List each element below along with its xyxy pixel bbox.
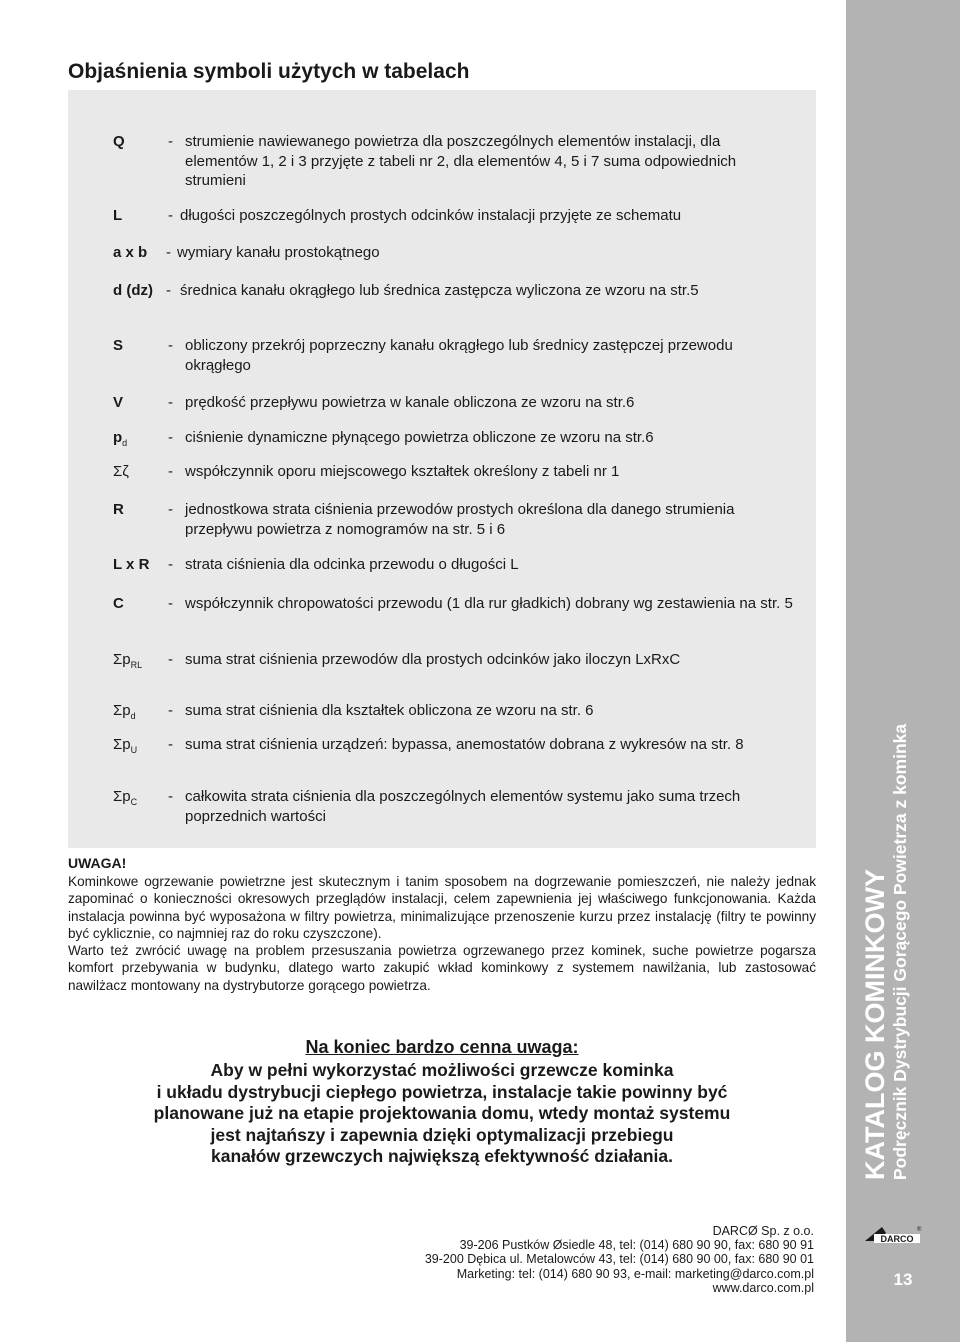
symbol: d (dz) xyxy=(113,282,153,299)
sidebar-title xyxy=(860,690,911,1180)
symbol: L xyxy=(113,207,123,224)
symbol-description: jednostkowa strata ciśnienia przewodów prostych określona dla danego strumienia przepływu powietrza z nomogramów na str. 5 i 6 xyxy=(185,501,735,538)
symbol-description: średnica kanału okrągłego lub średnica zastępcza wyliczona ze wzoru na str.5 xyxy=(180,282,699,299)
marketing-line: Marketing: tel: (014) 680 90 93, e-mail: marketing@darco.com.pl xyxy=(456,1266,814,1281)
symbol-base: Σp xyxy=(113,788,131,805)
website-link[interactable]: www.darco.com.pl xyxy=(712,1280,814,1295)
dash: - xyxy=(168,207,173,224)
symbol-description: prędkość przepływu powietrza w kanale obliczona ze wzoru na str.6 xyxy=(185,394,635,411)
final-note-text xyxy=(68,1060,816,1168)
symbol xyxy=(113,735,137,761)
warning-title: UWAGA! xyxy=(68,855,127,871)
symbol-base: Σp xyxy=(113,651,131,668)
symbol-description: suma strat ciśnienia dla kształtek obliczona ze wzoru na str. 6 xyxy=(185,702,594,719)
symbol: C xyxy=(113,595,124,612)
dash: - xyxy=(168,788,173,805)
symbol xyxy=(113,428,127,454)
registered-mark-icon: ® xyxy=(917,1227,922,1233)
dash: - xyxy=(168,429,173,446)
warning-text xyxy=(68,873,816,994)
final-note-line: Aby w pełni wykorzystać możliwości grzewcze kominka xyxy=(210,1060,674,1080)
company-name: DARCØ Sp. z o.o. xyxy=(712,1224,814,1238)
warning-paragraph: Warto też zwrócić uwagę na problem przesuszania powietrza ogrzewanego przez kominek, suche powietrze pogarsza komfort przebywania w budynku, dlatego warto zakupić wkład kominkowy z systemem nawilżania, lub zastosować nawilżacz montowany na dystrybutorze gorącego powietrza. xyxy=(68,943,816,993)
symbol xyxy=(113,701,136,727)
dash: - xyxy=(168,651,173,668)
symbol-description: długości poszczególnych prostych odcinków instalacji przyjęte ze schematu xyxy=(180,207,682,224)
symbol: Q xyxy=(113,133,125,150)
page-number: 13 xyxy=(893,1270,913,1289)
darco-logo xyxy=(862,1224,922,1246)
symbol: L x R xyxy=(113,556,150,573)
final-note-line: jest najtańszy i zapewnia dzięki optymalizacji przebiegu xyxy=(210,1124,674,1145)
symbol-description: współczynnik chropowatości przewodu (1 dla rur gładkich) dobrany wg zestawienia na str. 5 xyxy=(185,595,793,612)
dash: - xyxy=(166,282,171,299)
symbol-description: suma strat ciśnienia przewodów dla prostych odcinków jako iloczyn LxRxC xyxy=(185,651,681,668)
symbol-description: strata ciśnienia dla odcinka przewodu o długości L xyxy=(185,556,519,573)
final-note-line: i układu dystrybucji ciepłego powietrza, instalacje takie powinny być xyxy=(156,1081,728,1102)
symbol-description: całkowita strata ciśnienia dla poszczególnych elementów systemu jako suma trzech poprzednich wartości xyxy=(185,788,741,825)
symbol: S xyxy=(113,337,124,354)
catalog-subtitle: Podręcznik Dystrybucji Gorącego Powietrza z kominka xyxy=(890,723,910,1180)
symbol-description: strumienie nawiewanego powietrza dla poszczególnych elementów instalacji, dla elementów 1, 2 i 3 przyjęte z tabeli nr 2, dla elementów 4, 5 i 7 suma odpowiednich strumieni xyxy=(185,133,737,189)
symbol: R xyxy=(113,501,124,518)
symbol: a x b xyxy=(113,244,148,261)
symbol-subscript: RL xyxy=(130,660,143,670)
dash: - xyxy=(168,394,173,411)
dash: - xyxy=(168,463,173,480)
final-note-heading: Na koniec bardzo cenna uwaga: xyxy=(305,1037,579,1057)
catalog-title: KATALOG KOMINKOWY xyxy=(860,869,890,1180)
address-line: 39-206 Pustków Øsiedle 48, tel: (014) 680 90 90, fax: 680 90 91 xyxy=(459,1238,814,1253)
symbol-subscript: d xyxy=(130,711,136,721)
final-note-line: planowane już na etapie projektowania domu, wtedy montaż systemu xyxy=(153,1103,731,1123)
symbol-description: współczynnik oporu miejscowego kształtek określony z tabeli nr 1 xyxy=(185,463,620,480)
footer-contact xyxy=(425,1224,814,1295)
dash: - xyxy=(168,736,173,753)
dash: - xyxy=(168,702,173,719)
page-title: Objaśnienia symboli użytych w tabelach xyxy=(68,60,470,83)
symbol: V xyxy=(113,394,124,411)
warning-paragraph: Kominkowe ogrzewanie powietrzne jest skutecznym i tanim sposobem na dogrzewanie pomieszczeń, nie należy jednak zapominać o konieczności okresowych przeglądów instalacji, celem zapewnienia jej właściwego funkcjonowania. Każda instalacja powinna być wyposażona w filtry powietrza, minimalizujące przenoszenie kurzu przez instalację (filtry te powinny być cyklicznie, co najmniej raz do roku czyszczone). xyxy=(68,874,816,941)
dash: - xyxy=(168,133,173,150)
dash: - xyxy=(168,595,173,612)
dash: - xyxy=(166,244,171,261)
symbol-description: ciśnienie dynamiczne płynącego powietrza obliczone ze wzoru na str.6 xyxy=(185,429,654,446)
symbol-legend-box xyxy=(68,90,816,848)
symbol-subscript: U xyxy=(130,745,138,755)
symbol-subscript: d xyxy=(122,438,128,448)
symbol xyxy=(113,787,137,813)
address-line: 39-200 Dębica ul. Metalowców 43, tel: (014) 680 90 00, fax: 680 90 01 xyxy=(424,1252,814,1267)
symbol-description: suma strat ciśnienia urządzeń: bypassa, anemostatów dobrana z wykresów na str. 8 xyxy=(185,736,744,753)
symbol-subscript: C xyxy=(130,797,138,807)
symbol-base: Σp xyxy=(113,736,131,753)
symbol-description: obliczony przekrój poprzeczny kanału okrągłego lub średnicy zastępczej przewodu okrągłego xyxy=(185,337,733,374)
dash: - xyxy=(168,556,173,573)
logo-text: DARCO xyxy=(880,1234,914,1244)
symbol-base: Σp xyxy=(113,702,131,719)
dash: - xyxy=(168,501,173,518)
dash: - xyxy=(168,337,173,354)
final-note-line: kanałów grzewczych największą efektywność działania. xyxy=(211,1146,673,1166)
symbol xyxy=(113,650,142,676)
symbol-description: wymiary kanału prostokątnego xyxy=(177,244,380,261)
symbol: Σζ xyxy=(113,463,129,480)
symbol-base: p xyxy=(113,429,123,446)
